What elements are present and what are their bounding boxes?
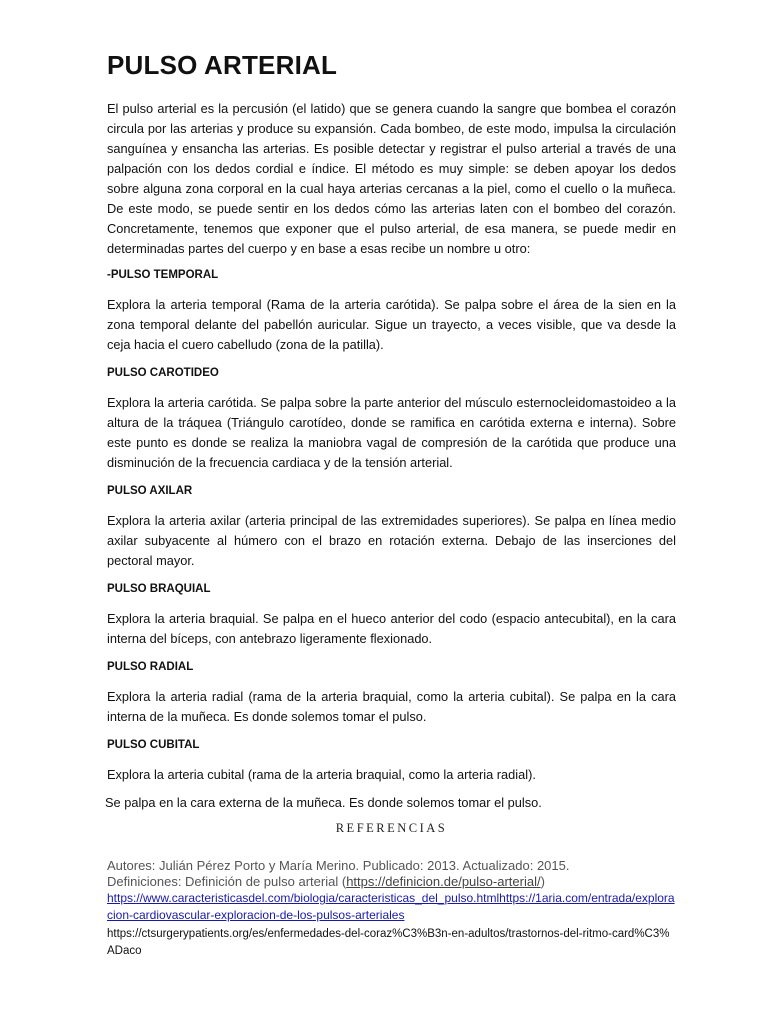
references-heading: REFERENCIAS: [335, 821, 448, 835]
section-title: -PULSO TEMPORAL: [107, 269, 219, 281]
section-cubital: [107, 737, 676, 785]
document-title: PULSO ARTERIAL: [107, 50, 338, 80]
section-title: PULSO CAROTIDEO: [107, 367, 219, 379]
document-page: [107, 50, 676, 960]
section-radial: [107, 659, 676, 727]
section-body: Explora la arteria cubital (rama de la arteria braquial, como la arteria radial).: [107, 767, 536, 782]
reference-suffix: ): [540, 874, 545, 889]
section-temporal: [107, 267, 676, 355]
section-braquial: [107, 581, 676, 649]
section-axilar: [107, 483, 676, 571]
section-title: PULSO AXILAR: [107, 485, 193, 497]
intro-paragraph: El pulso arterial es la percusión (el latido) que se genera cuando la sangre que bombea el corazón circula por las arterias y produce su expansión. Cada bombeo, de este modo, impulsa la circulación sanguínea y ensancha las arterias. Es posible detectar y registrar el pulso arterial a través de una palpación con los dedos cordial e índice. El método es muy simple: se deben apoyar los dedos sobre alguna zona corporal en la cual haya arterias cercanas a la piel, como el cuello o la muñeca. De este modo, se puede sentir en los dedos cómo las arterias laten con el bombeo del corazón. Concretamente, tenemos que exponer que el pulso arterial, de esa manera, se puede medir en determinadas partes del cuerpo y en base a esas recibe un nombre u otro:: [107, 101, 676, 256]
reference-links: [107, 890, 676, 924]
reference-definition: [107, 874, 676, 890]
reference-authors: Autores: Julián Pérez Porto y María Merino. Publicado: 2013. Actualizado: 2015.: [107, 858, 570, 873]
section-body: Explora la arteria axilar (arteria principal de las extremidades superiores). Se palpa en línea medio axilar subyacente al húmero con el brazo en rotación externa. Debajo de las inserciones del pectoral mayor.: [107, 513, 676, 568]
reference-prefix: Definiciones: Definición de pulso arterial (: [107, 874, 347, 889]
section-body: Explora la arteria braquial. Se palpa en el hueco anterior del codo (espacio antecubital), en la cara interna del bíceps, con antebrazo ligeramente flexionado.: [107, 611, 676, 646]
section-body: Explora la arteria temporal (Rama de la arteria carótida). Se palpa sobre el área de la sien en la zona temporal delante del pabellón auricular. Sigue un trayecto, a veces visible, que va desde la ceja hacia el cuero cabelludo (zona de la patilla).: [107, 297, 676, 352]
section-body: Explora la arteria radial (rama de la arteria braquial, como la arteria cubital). Se palpa en la cara interna de la muñeca. Es donde solemos tomar el pulso.: [107, 689, 676, 724]
section-body: Explora la arteria carótida. Se palpa sobre la parte anterior del músculo esternocleidomastoideo a la altura de la tráquea (Triángulo carotídeo, donde se ramifica en carótida externa e interna). Sobre este punto es donde se realiza la maniobra vagal de compresión de la carótida que produce una disminución de la frecuencia cardiaca y de la tensión arterial.: [107, 395, 676, 470]
section-title: PULSO RADIAL: [107, 661, 194, 673]
section-title: PULSO BRAQUIAL: [107, 583, 211, 595]
section-title: PULSO CUBITAL: [107, 739, 200, 751]
characteristics-link[interactable]: https://www.caracteristicasdel.com/biologia/caracteristicas_del_pulso.htmlhttps://1aria.com/entrada/exploracion-cardiovascular-exploracion-de-los-pulsos-arteriales: [107, 891, 675, 922]
definition-link[interactable]: https://definicion.de/pulso-arterial/: [346, 874, 541, 889]
section-carotideo: [107, 365, 676, 473]
extra-line: Se palpa en la cara externa de la muñeca. Es donde solemos tomar el pulso.: [105, 795, 542, 810]
reference-plain-url: https://ctsurgerypatients.org/es/enfermedades-del-coraz%C3%B3n-en-adultos/trastornos-del-ritmo-card%C3%ADaco: [107, 928, 670, 957]
